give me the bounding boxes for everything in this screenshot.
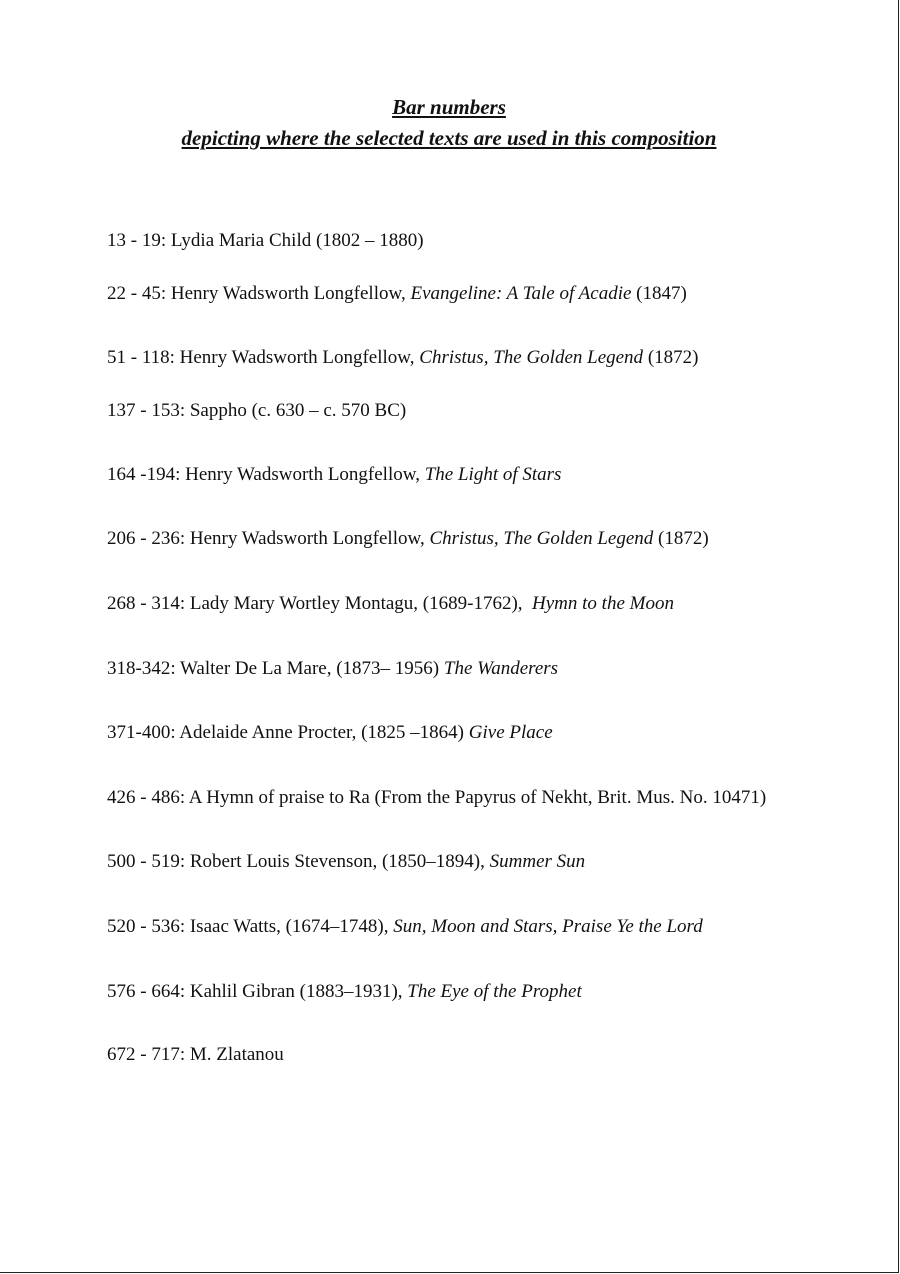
bar-range: 206 - 236: xyxy=(107,528,186,549)
list-item xyxy=(107,592,674,616)
entry-text: M. Zlatanou xyxy=(185,1044,284,1065)
entry-suffix: (1872) xyxy=(653,528,709,549)
list-item xyxy=(107,786,766,810)
list-item xyxy=(107,527,709,551)
work-title: Christus, The Golden Legend xyxy=(429,528,654,549)
work-title: Summer Sun xyxy=(489,851,586,872)
entry-suffix: (1872) xyxy=(643,347,699,368)
list-item xyxy=(107,229,424,253)
work-title: Christus, The Golden Legend xyxy=(419,347,644,368)
entry-text: Robert Louis Stevenson, (1850–1894), xyxy=(185,851,490,872)
list-item xyxy=(107,282,687,306)
entry-text: Henry Wadsworth Longfellow, xyxy=(185,528,430,549)
entry-text: Sappho (c. 630 – c. 570 BC) xyxy=(185,400,407,421)
bar-range: 13 - 19: xyxy=(107,230,167,251)
bar-range: 318-342: xyxy=(107,658,176,679)
entry-text: A Hymn of praise to Ra (From the Papyrus of Nekht, Brit. Mus. No. 10471) xyxy=(185,787,767,808)
bar-range: 164 -194: xyxy=(107,464,181,485)
work-title: Sun, Moon and Stars, Praise Ye the Lord xyxy=(393,916,703,937)
bar-range: 22 - 45: xyxy=(107,283,167,304)
entry-text: Henry Wadsworth Longfellow, xyxy=(166,283,411,304)
entry-text: Lady Mary Wortley Montagu, (1689-1762), xyxy=(185,593,533,614)
work-title: The Wanderers xyxy=(443,658,559,679)
list-item xyxy=(107,399,406,423)
work-title: Hymn to the Moon xyxy=(532,593,674,614)
page-subtitle: depicting where the selected texts are used in this composition xyxy=(181,126,717,150)
work-title: Evangeline: A Tale of Acadie xyxy=(410,283,632,304)
bar-range: 426 - 486: xyxy=(107,787,186,808)
work-title: The Eye of the Prophet xyxy=(407,981,582,1002)
bar-range: 520 - 536: xyxy=(107,916,186,937)
list-item xyxy=(107,463,561,487)
bar-range: 500 - 519: xyxy=(107,851,186,872)
list-item xyxy=(107,657,558,681)
bar-range: 51 - 118: xyxy=(107,347,175,368)
work-title: Give Place xyxy=(468,722,553,743)
bar-range: 268 - 314: xyxy=(107,593,186,614)
bar-range: 137 - 153: xyxy=(107,400,186,421)
entry-text: Henry Wadsworth Longfellow, xyxy=(180,464,425,485)
list-item xyxy=(107,346,698,370)
title-block xyxy=(0,92,898,154)
entry-text: Walter De La Mare, (1873– 1956) xyxy=(175,658,444,679)
work-title: The Light of Stars xyxy=(424,464,562,485)
list-item xyxy=(107,1043,284,1067)
bar-range: 576 - 664: xyxy=(107,981,186,1002)
entry-suffix: (1847) xyxy=(631,283,687,304)
bar-range: 672 - 717: xyxy=(107,1044,186,1065)
entry-text: Adelaide Anne Procter, (1825 –1864) xyxy=(175,722,469,743)
list-item xyxy=(107,850,585,874)
list-item xyxy=(107,980,582,1004)
entry-text: Kahlil Gibran (1883–1931), xyxy=(185,981,408,1002)
list-item xyxy=(107,721,553,745)
entry-text: Isaac Watts, (1674–1748), xyxy=(185,916,394,937)
entry-text: Lydia Maria Child (1802 – 1880) xyxy=(166,230,424,251)
page-title: Bar numbers xyxy=(392,95,506,119)
bar-range: 371-400: xyxy=(107,722,176,743)
list-item xyxy=(107,915,703,939)
entry-text: Henry Wadsworth Longfellow, xyxy=(174,347,420,368)
